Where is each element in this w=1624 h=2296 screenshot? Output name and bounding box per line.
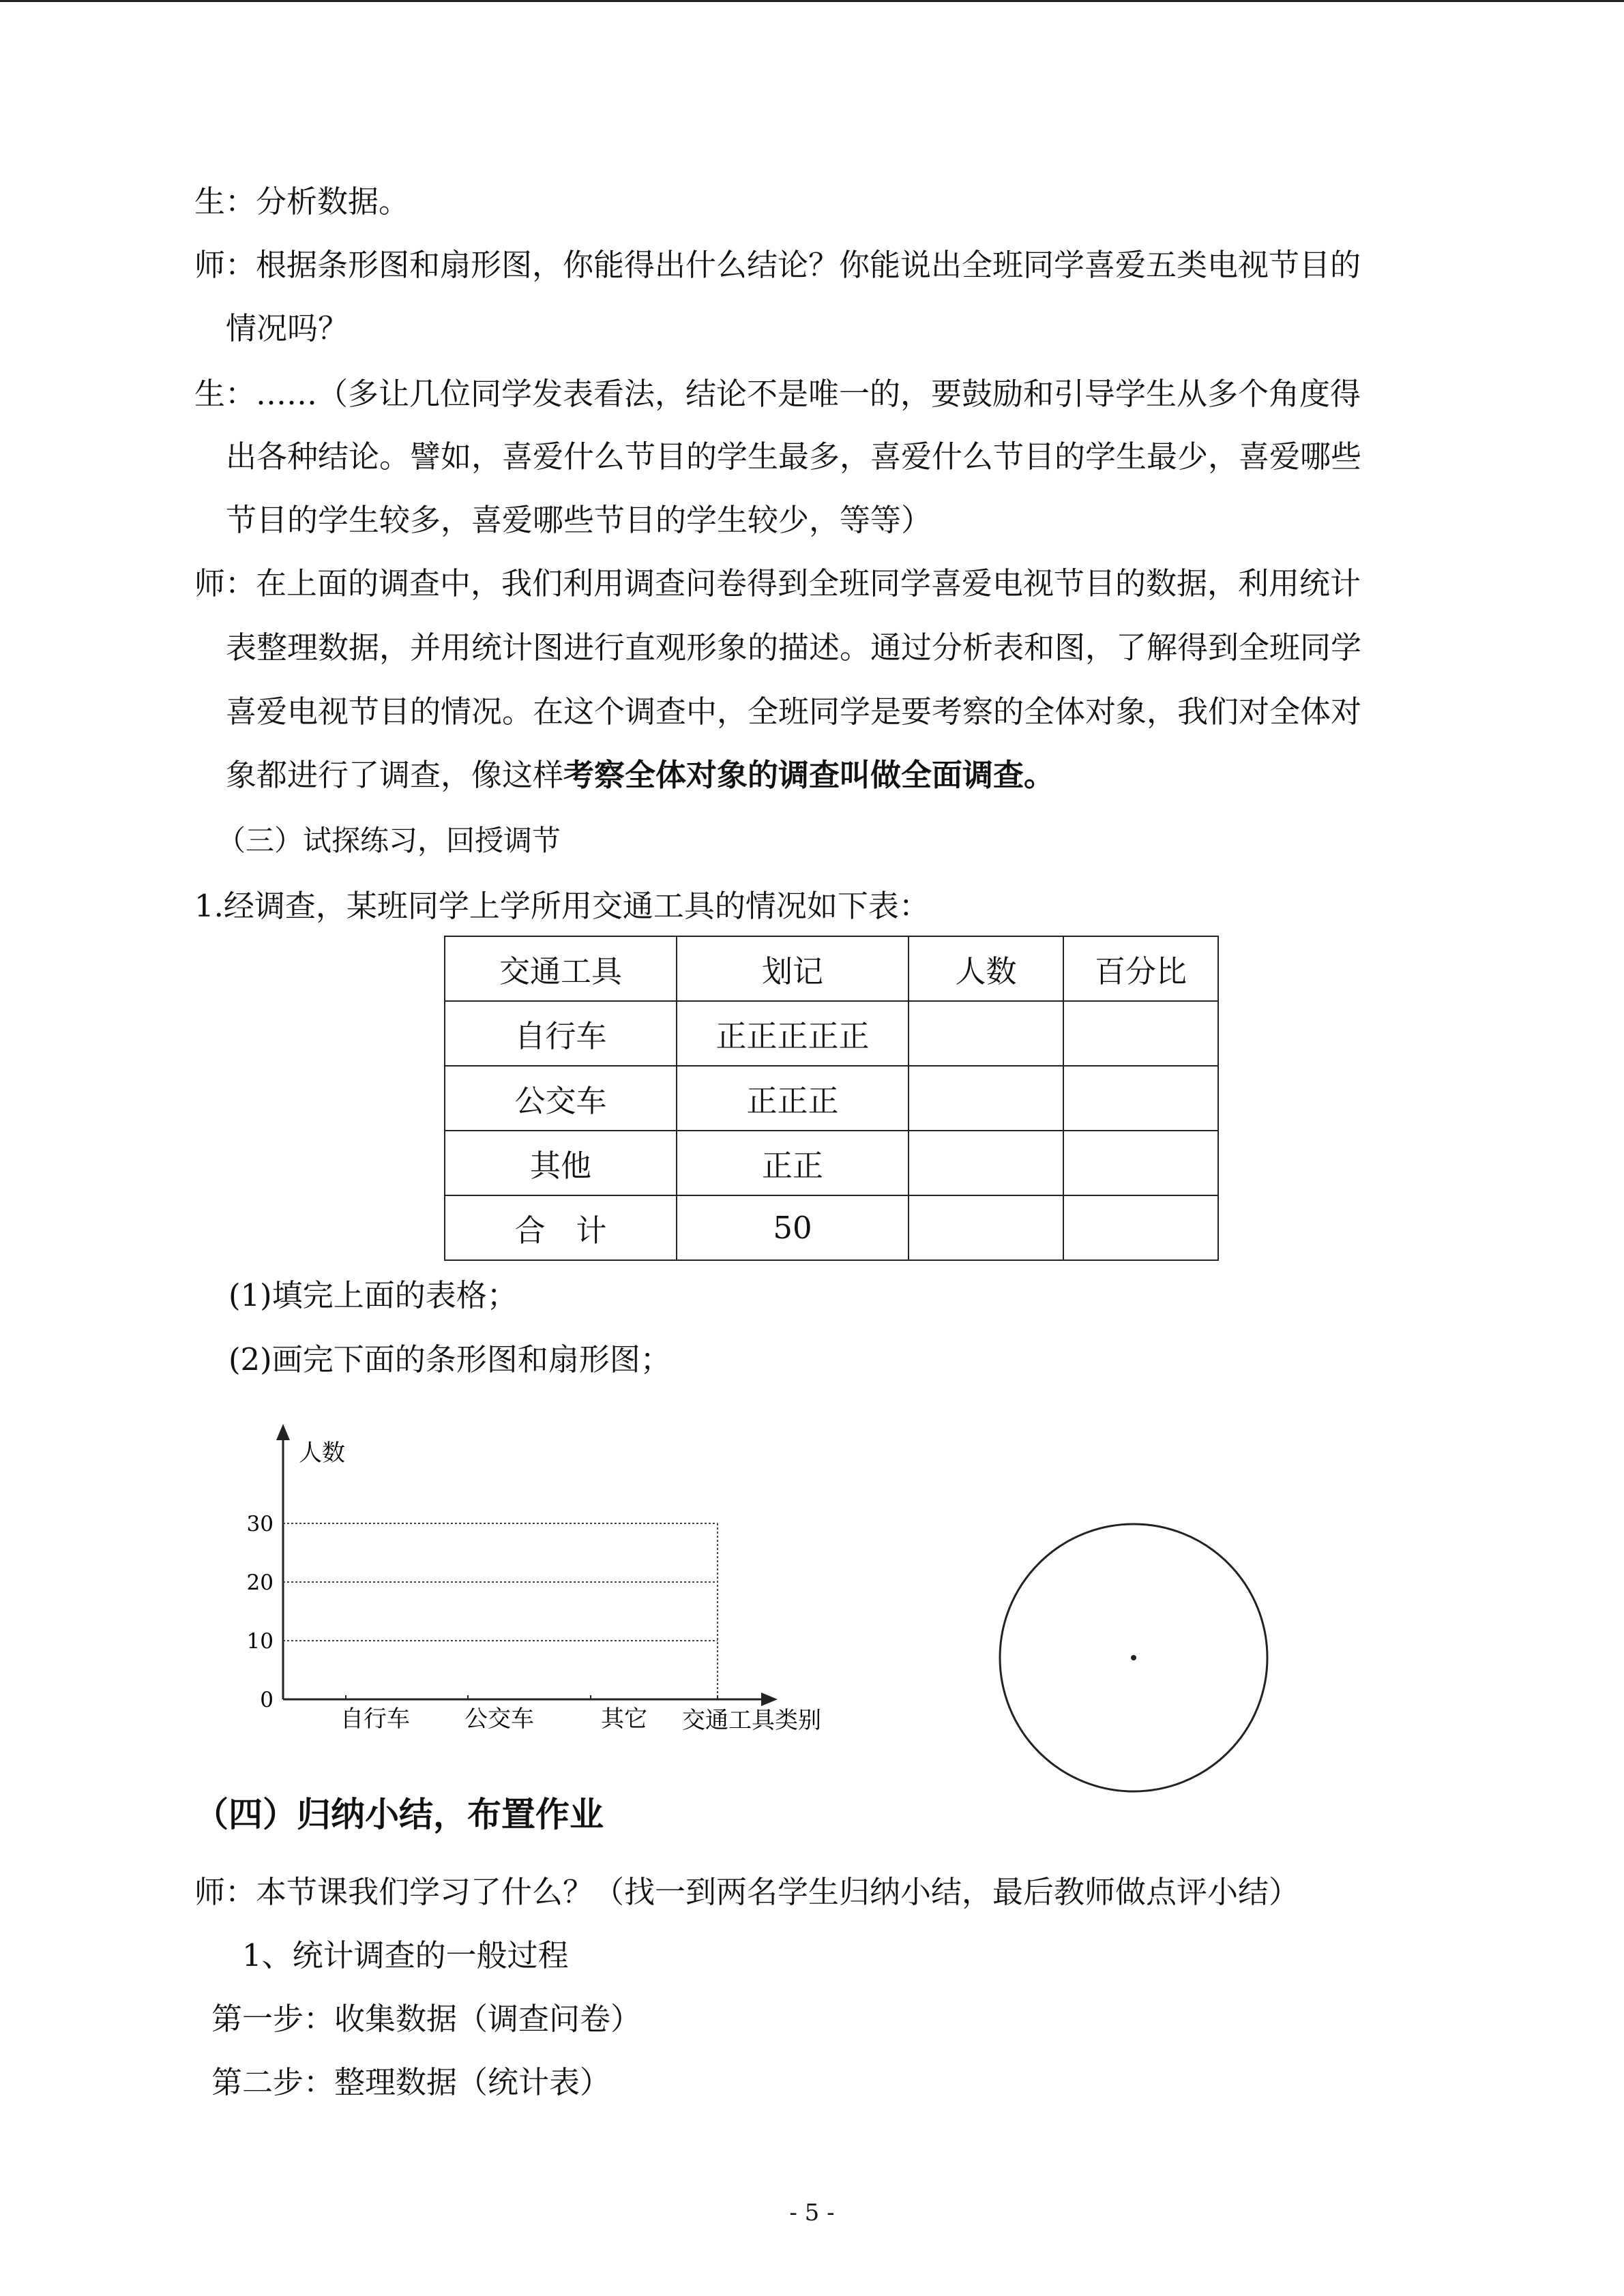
text-line-8: 表整理数据，并用统计图进行直观形象的描述。通过分析表和图，了解得到全班同学 [226, 629, 1362, 666]
x-category-label: 其它 [601, 1705, 647, 1733]
table-cell [909, 1131, 1063, 1195]
summary-line: 师：本节课我们学习了什么？（找一到两名学生归纳小结，最后教师做点评小结） [194, 1874, 1300, 1910]
table-header: 百分比 [1063, 936, 1218, 1001]
table-cell: 正正正 [677, 1066, 909, 1131]
table-cell: 公交车 [445, 1066, 677, 1131]
table-header: 交通工具 [445, 936, 677, 1001]
text-line-10-prefix: 象都进行了调查，像这样 [226, 757, 564, 793]
y-tick-label: 10 [246, 1629, 274, 1654]
table-row [445, 1001, 1218, 1066]
table-cell: 正正正正正 [677, 1001, 909, 1066]
step-2: 第二步：整理数据（统计表） [211, 2064, 611, 2100]
table-row [445, 1131, 1218, 1195]
table-cell [909, 1066, 1063, 1131]
text-line-10 [226, 755, 1054, 796]
text-line-5: 出各种结论。譬如，喜爱什么节目的学生最多，喜爱什么节目的学生最少，喜爱哪些 [226, 438, 1362, 475]
table-cell [1063, 1066, 1218, 1131]
definition-bold: 考察全体对象的调查叫做全面调查。 [563, 757, 1055, 793]
text-line-1: 生：分析数据。 [194, 183, 410, 220]
text-line-2: 师：根据条形图和扇形图，你能得出什么结论？你能说出全班同学喜爱五类电视节目的 [194, 247, 1361, 283]
table-cell [909, 1001, 1063, 1066]
table-cell [909, 1195, 1063, 1260]
text-line-6: 节目的学生较多，喜爱哪些节目的学生较少，等等） [226, 502, 932, 538]
page-number: - 5 - [789, 2199, 835, 2226]
pie-chart [0, 1514, 1624, 1814]
table-cell [1063, 1001, 1218, 1066]
table-header: 划记 [677, 936, 909, 1001]
x-category-label: 自行车 [340, 1705, 410, 1733]
text-line-7: 师：在上面的调查中，我们利用调查问卷得到全班同学喜爱电视节目的数据，利用统计 [194, 565, 1361, 601]
x-category-label: 公交车 [464, 1705, 534, 1733]
table-cell: 自行车 [445, 1001, 677, 1066]
table-cell [1063, 1195, 1218, 1260]
table-cell: 合 计 [445, 1195, 677, 1260]
text-line-9: 喜爱电视节目的情况。在这个调查中，全班同学是要考察的全体对象，我们对全体对 [226, 694, 1362, 730]
sub-question-2: (2)画完下面的条形图和扇形图； [228, 1341, 671, 1377]
step-1: 第一步：收集数据（调查问卷） [211, 2001, 642, 2037]
y-tick-label: 0 [260, 1688, 274, 1712]
text-line-4: 生：……（多让几位同学发表看法，结论不是唯一的，要鼓励和引导学生从多个角度得 [194, 376, 1361, 412]
y-axis-label: 人数 [299, 1440, 345, 1467]
x-axis-label: 交通工具类别 [682, 1707, 821, 1734]
sub-question-1: (1)填完上面的表格； [228, 1277, 518, 1313]
table-row [445, 1066, 1218, 1131]
transport-table [444, 936, 1219, 1261]
table-cell [1063, 1131, 1218, 1195]
summary-point-1: 1、统计调查的一般过程 [242, 1937, 569, 1973]
table-header-row [445, 936, 1218, 1001]
y-tick-label: 30 [246, 1512, 274, 1536]
table-cell: 50 [677, 1195, 909, 1260]
table-cell: 正正 [677, 1131, 909, 1195]
y-axis-arrow [276, 1424, 290, 1440]
section4-heading: （四）归纳小结，布置作业 [194, 1795, 604, 1834]
y-tick-label: 20 [246, 1570, 274, 1595]
table-row [445, 1195, 1218, 1260]
text-line-3: 情况吗？ [226, 310, 349, 346]
top-border [0, 0, 1624, 2]
table-header: 人数 [909, 936, 1063, 1001]
section3-heading: （三）试探练习，回授调节 [217, 824, 561, 857]
table-cell: 其他 [445, 1131, 677, 1195]
question-1: 1.经调查，某班同学上学所用交通工具的情况如下表： [194, 888, 930, 924]
pie-center-dot [1131, 1655, 1136, 1660]
